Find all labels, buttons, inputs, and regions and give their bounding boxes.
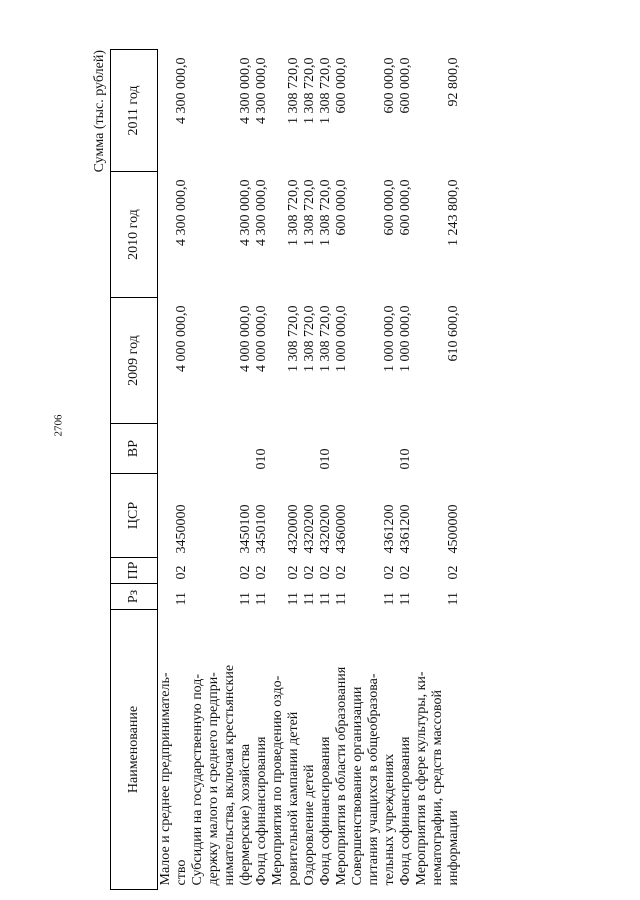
cell-y2010: 1 243 800,0 <box>446 179 461 246</box>
header-2009: 2009 год <box>111 298 158 424</box>
cell-csr: 4361200 <box>398 504 413 554</box>
cell-y2009: 610 600,0 <box>446 305 461 362</box>
cell-y2009: 1 308 720,0 <box>318 305 333 372</box>
cell-y2009: 1 000 000,0 <box>382 305 397 372</box>
table-row <box>158 50 191 890</box>
header-rz: Рз <box>111 584 158 610</box>
cell-pr: 02 <box>318 565 333 580</box>
cell-pr: 02 <box>286 565 301 580</box>
cell-pr: 02 <box>382 565 397 580</box>
rotated-page <box>90 50 610 890</box>
cell-vr <box>190 424 254 474</box>
table-row <box>334 50 350 890</box>
cell-pr: 02 <box>398 565 413 580</box>
cell-rz: 11 <box>382 592 397 606</box>
header-pr: ПР <box>111 558 158 584</box>
cell-rz: 11 <box>302 592 317 606</box>
cell-y2010: 600 000,0 <box>382 179 397 236</box>
cell-pr: 02 <box>446 565 461 580</box>
cell-y2011: 600 000,0 <box>398 57 413 114</box>
table-row <box>302 50 318 890</box>
cell-y2010: 1 308 720,0 <box>318 179 333 246</box>
cell-name: Мероприятия по проведению оздо- ровительной кампании детей <box>270 675 301 886</box>
cell-y2010: 600 000,0 <box>334 179 349 236</box>
cell-vr <box>350 424 398 474</box>
cell-y2011: 1 308 720,0 <box>318 57 333 124</box>
cell-y2010: 600 000,0 <box>398 179 413 236</box>
table-body <box>158 50 463 890</box>
cell-name: Мероприятия в сфере культуры, ки- нематографии, средств массовой информации <box>414 671 461 886</box>
cell-vr <box>158 424 191 474</box>
cell-y2009: 1 308 720,0 <box>302 305 317 372</box>
cell-csr: 4360000 <box>334 504 349 554</box>
cell-y2011: 4 300 000,0 <box>238 57 253 124</box>
cell-y2009: 4 000 000,0 <box>174 305 189 372</box>
cell-vr <box>270 424 302 474</box>
cell-y2009: 1 308 720,0 <box>286 305 301 372</box>
cell-y2009: 4 000 000,0 <box>238 305 253 372</box>
cell-name: Фонд софинансирования <box>398 736 413 886</box>
table-row <box>398 50 414 890</box>
header-2010: 2010 год <box>111 172 158 298</box>
cell-name: Совершенствование организации питания учащихся в общеобразова- тельных учреждениях <box>350 673 397 886</box>
cell-rz: 11 <box>334 592 349 606</box>
cell-rz: 11 <box>174 592 189 606</box>
header-vr: ВР <box>111 424 158 474</box>
cell-name: Фонд софинансирования <box>318 736 333 886</box>
cell-name: Малое и среднее предприниматель- ство <box>158 672 189 886</box>
cell-pr: 02 <box>238 565 253 580</box>
cell-vr <box>414 424 462 474</box>
cell-csr: 4361200 <box>382 504 397 554</box>
cell-rz: 11 <box>446 592 461 606</box>
cell-y2011: 1 308 720,0 <box>302 57 317 124</box>
cell-csr: 3450100 <box>238 504 253 554</box>
cell-csr: 4500000 <box>446 504 461 554</box>
table-row <box>414 50 462 890</box>
cell-vr: 010 <box>318 448 333 470</box>
cell-y2011: 1 308 720,0 <box>286 57 301 124</box>
cell-name: Фонд софинансирования <box>254 736 269 886</box>
table-row <box>318 50 334 890</box>
cell-csr: 4320200 <box>302 504 317 554</box>
cell-rz: 11 <box>318 592 333 606</box>
cell-y2009: 1 000 000,0 <box>398 305 413 372</box>
cell-pr: 02 <box>174 565 189 580</box>
cell-y2011: 4 300 000,0 <box>254 57 269 124</box>
cell-vr <box>334 424 350 474</box>
cell-y2010: 4 300 000,0 <box>174 179 189 246</box>
cell-rz: 11 <box>254 592 269 606</box>
cell-y2010: 1 308 720,0 <box>286 179 301 246</box>
table-row <box>190 50 254 890</box>
cell-y2010: 1 308 720,0 <box>302 179 317 246</box>
cell-vr: 010 <box>254 448 269 470</box>
cell-csr: 3450000 <box>174 504 189 554</box>
cell-y2009: 1 000 000,0 <box>334 305 349 372</box>
budget-table <box>110 49 462 890</box>
header-name: Наименование <box>111 610 158 890</box>
cell-name: Субсидии на государственную под- держку малого и среднего предпри- нимательства, включая крестьянские (фермерские) хозяйства <box>190 664 253 886</box>
cell-y2010: 4 300 000,0 <box>238 179 253 246</box>
table-header-row <box>111 50 158 890</box>
cell-rz: 11 <box>398 592 413 606</box>
header-2011: 2011 год <box>111 50 158 172</box>
cell-name: Оздоровление детей <box>302 764 317 886</box>
cell-y2011: 600 000,0 <box>382 57 397 114</box>
table-row <box>350 50 398 890</box>
cell-vr: 010 <box>398 448 413 470</box>
page-number: 2706 <box>52 414 65 437</box>
header-csr: ЦСР <box>111 474 158 558</box>
cell-y2009: 4 000 000,0 <box>254 305 269 372</box>
cell-y2011: 4 300 000,0 <box>174 57 189 124</box>
cell-rz: 11 <box>238 592 253 606</box>
cell-pr: 02 <box>254 565 269 580</box>
cell-pr: 02 <box>334 565 349 580</box>
units-caption: Сумма (тыс. рублей) <box>92 50 107 173</box>
cell-csr: 3450100 <box>254 504 269 554</box>
cell-y2011: 92 800,0 <box>446 57 461 107</box>
cell-csr: 4320000 <box>286 504 301 554</box>
cell-vr <box>302 424 318 474</box>
cell-name: Мероприятия в области образования <box>334 666 349 886</box>
cell-pr: 02 <box>302 565 317 580</box>
table-row <box>254 50 270 890</box>
table-row <box>270 50 302 890</box>
cell-y2010: 4 300 000,0 <box>254 179 269 246</box>
cell-csr: 4320200 <box>318 504 333 554</box>
cell-y2011: 600 000,0 <box>334 57 349 114</box>
cell-rz: 11 <box>286 592 301 606</box>
